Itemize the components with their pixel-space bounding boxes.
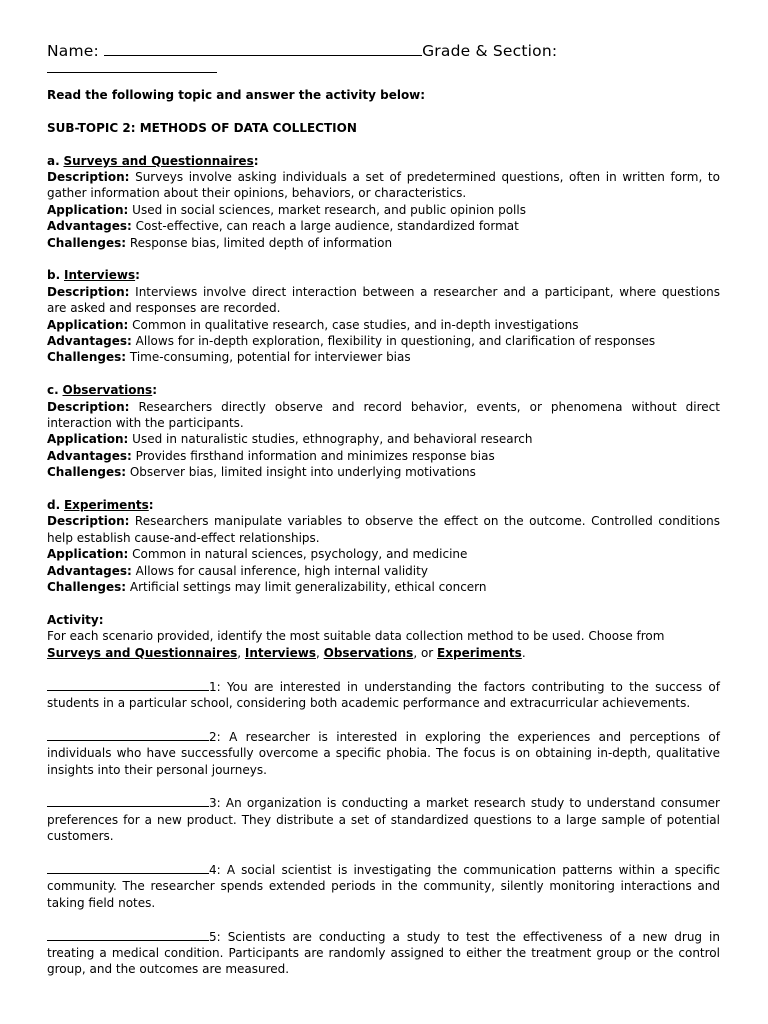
activity-item-3: 3: An organization is conducting a market research study to understand consumer preferences for a new product. They distribute a set of standardized questions to a large sample of potential customers.	[47, 796, 720, 844]
method-challenges: Challenges: Observer bias, limited insight into underlying motivations	[47, 465, 476, 480]
method-description: Description: Surveys involve asking individuals a set of predetermined questions, often in written form, to gather information about their opinions, behaviors, or characteristics.	[47, 170, 720, 201]
method-observations	[47, 382, 720, 480]
method-challenges: Challenges: Response bias, limited depth of information	[47, 235, 393, 250]
activity-title: Activity:	[47, 612, 104, 627]
worksheet-page	[47, 40, 720, 978]
subtopic-title: SUB-TOPIC 2: METHODS OF DATA COLLECTION	[47, 120, 357, 135]
method-heading: a. Surveys and Questionnaires:	[47, 153, 259, 168]
activity-item-5: 5: Scientists are conducting a study to test the effectiveness of a new drug in treating a medical condition. Participants are randomly assigned to either the treatment group or the control group, and the outcomes are measured.	[47, 929, 720, 977]
grade-section-blank[interactable]	[47, 62, 217, 73]
method-description: Description: Interviews involve direct interaction between a researcher and a participant, where questions are asked and responses are recorded.	[47, 284, 720, 316]
choice-observations: Observations	[323, 645, 414, 660]
answer-blank-5[interactable]	[47, 928, 209, 941]
method-title: Observations	[62, 383, 153, 398]
name-grade-header	[47, 40, 720, 73]
name-blank[interactable]	[104, 41, 422, 56]
grade-section-label: Grade & Section:	[422, 42, 558, 60]
activity-choices: Surveys and Questionnaires, Interviews, Observations, or Experiments.	[47, 645, 526, 660]
method-surveys	[47, 153, 720, 251]
method-application: Application: Common in natural sciences, psychology, and medicine	[47, 547, 468, 562]
method-heading: c. Observations:	[47, 383, 158, 398]
method-application: Application: Used in naturalistic studies, ethnography, and behavioral research	[47, 432, 533, 447]
method-advantages: Advantages: Allows for causal inference, high internal validity	[47, 563, 428, 578]
choice-experiments: Experiments	[437, 645, 522, 660]
answer-blank-4[interactable]	[47, 861, 209, 874]
activity-item-1: 1: You are interested in understanding the factors contributing to the success of students in a particular school, considering both academic performance and extracurricular achievements.	[47, 679, 720, 710]
method-heading: d. Experiments:	[47, 498, 154, 513]
instruction: Read the following topic and answer the activity below:	[47, 88, 426, 102]
answer-blank-2[interactable]	[47, 728, 209, 741]
answer-blank-3[interactable]	[47, 794, 209, 807]
method-challenges: Challenges: Artificial settings may limit generalizability, ethical concern	[47, 580, 487, 595]
activity-intro: For each scenario provided, identify the most suitable data collection method to be used. Choose from	[47, 629, 665, 644]
method-application: Application: Common in qualitative research, case studies, and in-depth investigations	[47, 317, 579, 332]
method-advantages: Advantages: Cost-effective, can reach a large audience, standardized format	[47, 219, 519, 234]
method-description: Description: Researchers manipulate variables to observe the effect on the outcome. Controlled conditions help establish cause-and-effect relationships.	[47, 514, 720, 545]
activity-item-2: 2: A researcher is interested in exploring the experiences and perceptions of individuals who have successfully overcome a specific phobia. The focus is on obtaining in-depth, qualitative insights into their personal journeys.	[47, 729, 720, 777]
method-title: Interviews	[63, 268, 136, 283]
choice-surveys: Surveys and Questionnaires	[47, 645, 238, 660]
method-heading: b. Interviews:	[47, 268, 140, 283]
method-advantages: Advantages: Allows for in-depth exploration, flexibility in questioning, and clarification of responses	[47, 334, 656, 349]
name-label: Name:	[47, 42, 99, 60]
activity-item-4: 4: A social scientist is investigating the communication patterns within a specific community. The researcher spends extended periods in the community, silently monitoring interactions and taking field notes.	[47, 862, 720, 910]
method-application: Application: Used in social sciences, market research, and public opinion polls	[47, 202, 526, 217]
answer-blank-1[interactable]	[47, 678, 209, 691]
method-interviews	[47, 267, 720, 365]
method-title: Experiments	[63, 498, 149, 513]
method-challenges: Challenges: Time-consuming, potential for interviewer bias	[47, 350, 411, 365]
method-description: Description: Researchers directly observe and record behavior, events, or phenomena without direct interaction with the participants.	[47, 399, 720, 431]
choice-interviews: Interviews	[244, 645, 316, 660]
method-experiments	[47, 497, 720, 595]
method-title: Surveys and Questionnaires	[63, 153, 254, 168]
method-advantages: Advantages: Provides firsthand information and minimizes response bias	[47, 448, 495, 463]
